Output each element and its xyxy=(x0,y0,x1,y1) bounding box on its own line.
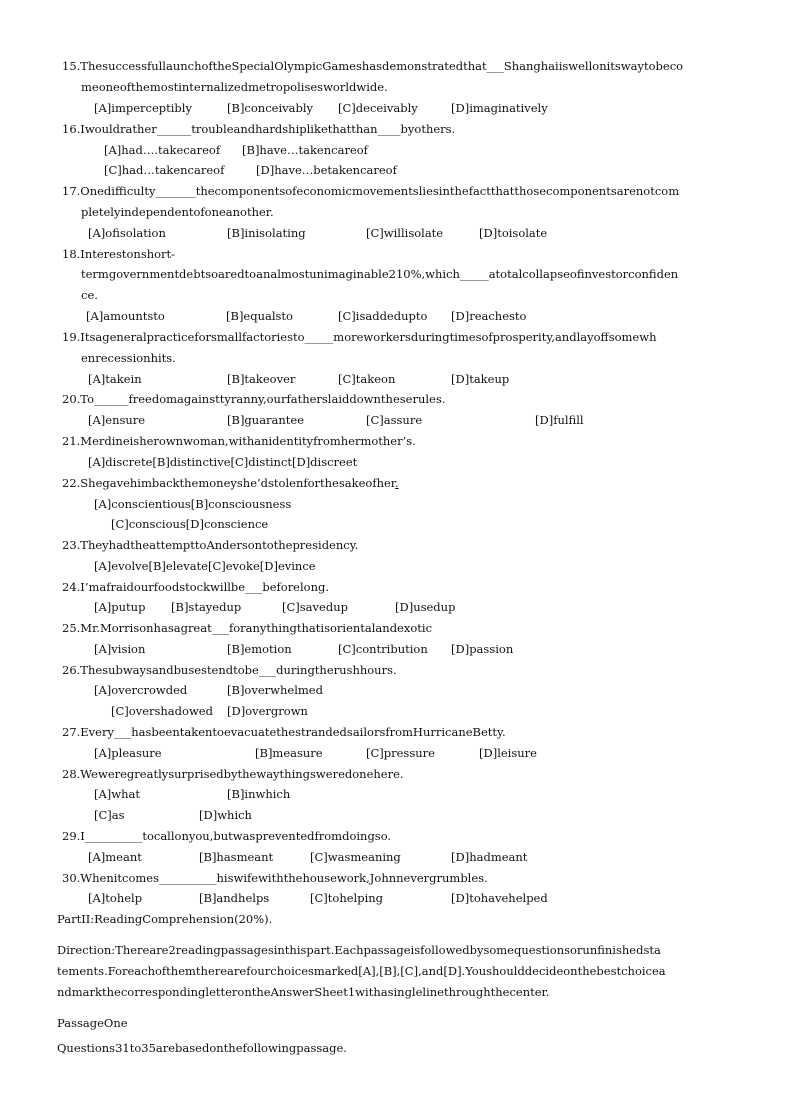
q17-option-d: [D]toisolate xyxy=(479,226,548,240)
q29-option-a: [A]meant xyxy=(88,850,142,864)
q15-option-b: [B]conceivably xyxy=(227,101,314,115)
q24-option-b: [B]stayedup xyxy=(171,600,242,614)
q15-option-a: [A]imperceptibly xyxy=(94,101,192,115)
question-15-text-cont: meoneofthemostinternalizedmetropolisesworldwide. xyxy=(81,80,388,94)
question-15-text: 15.ThesuccessfullaunchoftheSpecialOlympicGameshasdemonstratedthat___Shanghaiiswellonitswaytobeco xyxy=(62,59,684,73)
question-16-text: 16.Iwouldrather______troubleandhardshiplikethatthan____byothers. xyxy=(62,122,456,136)
question-19-text: 19.Itsageneralpracticeforsmallfactoriesto_____moreworkersduringtimesofprosperity,andlayoffsomewh xyxy=(62,330,657,344)
question-24-text: 24.I’mafraidourfoodstockwillbe___beforelong. xyxy=(62,580,330,594)
q24-option-c: [C]savedup xyxy=(282,600,348,614)
q18-option-a: [A]amountsto xyxy=(86,309,165,323)
question-18-text: 18.Interestonshort- xyxy=(62,247,176,261)
part2-direction-line2: tements.Foreachofthemtherearefourchoicesmarked[A],[B],[C],and[D].Youshoulddecideonthebestchoicea xyxy=(57,964,666,978)
q27-option-a: [A]pleasure xyxy=(94,746,162,760)
q20-option-c: [C]assure xyxy=(366,413,423,427)
q21-options: [A]discrete[B]distinctive[C]distinct[D]discreet xyxy=(88,455,358,469)
q27-option-d: [D]leisure xyxy=(479,746,537,760)
q26-option-a: [A]overcrowded xyxy=(94,683,188,697)
question-22-stem: 22.Shegavehimbackthemoneyshe’dstolenforthesakeofher xyxy=(62,476,396,490)
passage-title: PassageOne xyxy=(57,1016,128,1030)
q15-option-c: [C]deceivably xyxy=(338,101,418,115)
q16-option-d: [D]have…betakencareof xyxy=(256,163,397,177)
q19-option-a: [A]takein xyxy=(88,372,142,386)
question-18-text-cont2: ce. xyxy=(81,288,98,302)
q28-option-b: [B]inwhich xyxy=(227,787,291,801)
q29-option-d: [D]hadmeant xyxy=(451,850,528,864)
q25-option-c: [C]contribution xyxy=(338,642,428,656)
q30-option-b: [B]andhelps xyxy=(199,891,270,905)
question-21-text: 21.Merdineisherownwoman,withanidentityfromhermother’s. xyxy=(62,434,416,448)
q18-option-d: [D]reachesto xyxy=(451,309,527,323)
q29-option-b: [B]hasmeant xyxy=(199,850,274,864)
q19-option-d: [D]takeup xyxy=(451,372,510,386)
part2-heading: PartII:ReadingComprehension(20%). xyxy=(57,912,273,926)
q24-option-d: [D]usedup xyxy=(395,600,456,614)
question-23-text: 23.TheyhadtheattempttoAndersontothepresidency. xyxy=(62,538,359,552)
q20-option-a: [A]ensure xyxy=(88,413,146,427)
q22-option-ab: [A]conscientious[B]consciousness xyxy=(94,497,292,511)
question-26-text: 26.Thesubwaysandbusestendtobe___duringtherushhours. xyxy=(62,663,397,677)
q30-option-c: [C]tohelping xyxy=(310,891,384,905)
q24-option-a: [A]putup xyxy=(94,600,146,614)
q28-option-d: [D]which xyxy=(199,808,252,822)
q29-option-c: [C]wasmeaning xyxy=(310,850,401,864)
q15-option-d: [D]imaginatively xyxy=(451,101,548,115)
question-27-text: 27.Every___hasbeentakentoevacuatethestrandedsailorsfromHurricaneBetty. xyxy=(62,725,506,739)
question-18-text-cont: termgovernmentdebtsoaredtoanalmostunimaginable210%,which_____atotalcollapseofinvestorconfiden xyxy=(81,267,679,281)
q27-option-b: [B]measure xyxy=(255,746,323,760)
q30-option-a: [A]tohelp xyxy=(88,891,143,905)
q26-option-d: [D]overgrown xyxy=(227,704,308,718)
q19-option-c: [C]takeon xyxy=(338,372,396,386)
question-30-text: 30.Whenitcomes__________hiswifewiththehousework,Johnnevergrumbles. xyxy=(62,871,488,885)
q30-option-d: [D]tohavehelped xyxy=(451,891,548,905)
q17-option-b: [B]inisolating xyxy=(227,226,306,240)
q17-option-a: [A]ofisolation xyxy=(88,226,166,240)
q22-option-cd: [C]conscious[D]conscience xyxy=(111,517,269,531)
q16-option-b: [B]have…takencareof xyxy=(242,143,368,157)
question-17-text-cont: pletelyindependentofoneanother. xyxy=(81,205,274,219)
q25-option-a: [A]vision xyxy=(94,642,146,656)
question-22-text xyxy=(62,476,399,490)
q20-option-d: [D]fulfill xyxy=(535,413,584,427)
part2-direction-line3: ndmarkthecorrespondingletterontheAnswerSheet1withasinglelinethroughthecenter. xyxy=(57,985,550,999)
q25-option-d: [D]passion xyxy=(451,642,514,656)
question-20-text: 20.To______freedomagainsttyranny,ourfatherslaiddowntheserules. xyxy=(62,392,446,406)
q28-option-a: [A]what xyxy=(94,787,141,801)
question-28-text: 28.Weweregreatlysurprisedbythewaythingsweredonehere. xyxy=(62,767,404,781)
question-22-blank: . xyxy=(395,476,399,490)
q19-option-b: [B]takeover xyxy=(227,372,296,386)
q27-option-c: [C]pressure xyxy=(366,746,435,760)
q20-option-b: [B]guarantee xyxy=(227,413,305,427)
question-29-text: 29.I__________tocallonyou,butwaspreventedfromdoingso. xyxy=(62,829,392,843)
q25-option-b: [B]emotion xyxy=(227,642,292,656)
q23-options: [A]evolve[B]elevate[C]evoke[D]evince xyxy=(94,559,316,573)
q18-option-c: [C]isaddedupto xyxy=(338,309,428,323)
question-19-text-cont: enrecessionhits. xyxy=(81,351,176,365)
passage-intro: Questions31to35arebasedonthefollowingpassage. xyxy=(57,1041,347,1055)
question-25-text: 25.Mr.Morrisonhasagreat___foranythingthatisorientalandexotic xyxy=(62,621,433,635)
q16-option-c: [C]had…takencareof xyxy=(104,163,225,177)
part2-direction-line1: Direction:Thereare2readingpassagesinthispart.Eachpassageisfollowedbysomequestionsorunfinishedsta xyxy=(57,943,661,957)
q26-option-b: [B]overwhelmed xyxy=(227,683,323,697)
q17-option-c: [C]willisolate xyxy=(366,226,444,240)
q28-option-c: [C]as xyxy=(94,808,125,822)
q26-option-c: [C]overshadowed xyxy=(111,704,213,718)
question-17-text: 17.Onedifficulty_______thecomponentsofeconomicmovementsliesinthefactthatthosecomponentsarenotcom xyxy=(62,184,680,198)
q18-option-b: [B]equalsto xyxy=(226,309,293,323)
q16-option-a: [A]had….takecareof xyxy=(104,143,221,157)
